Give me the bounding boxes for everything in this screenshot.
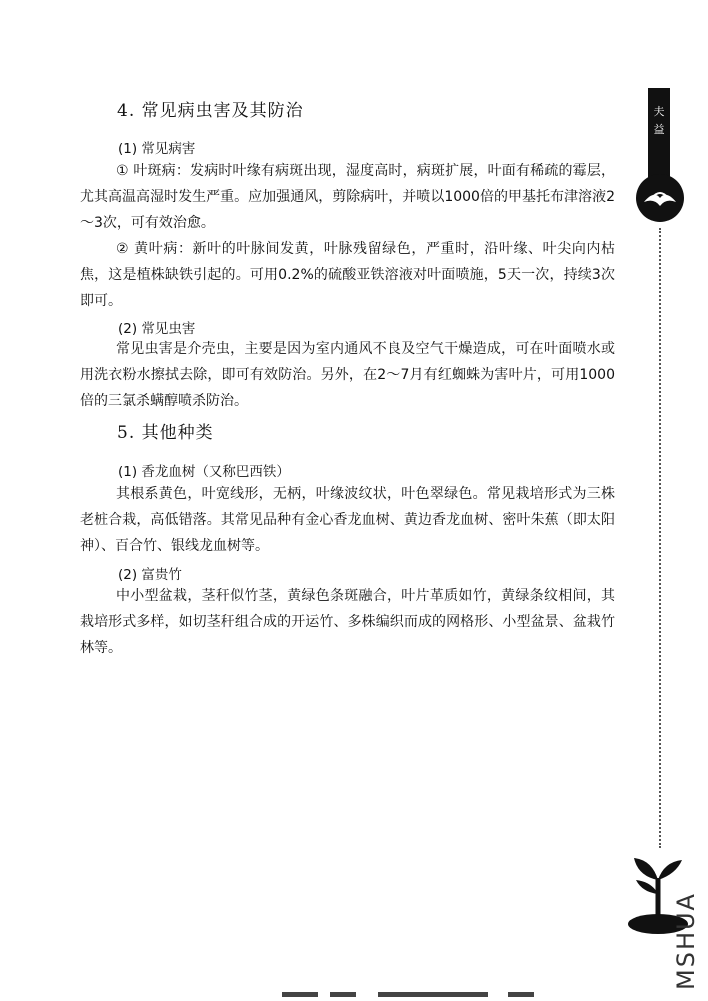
pests-paragraph: 常见虫害是介壳虫，主要是因为室内通风不良及空气干燥造成，可在叶面喷水或用洗衣粉水擦拭去除，即可有效防治。另外，在2～7月有红蜘蛛为害叶片，可用1000倍的三氯杀螨醇喷杀防治。 [80,341,615,409]
dracaena-subheading: (1) 香龙血树（又称巴西铁） [118,464,290,480]
footer-smudge-1 [282,992,318,997]
side-tab-char-2: 益 [653,123,665,136]
side-tab-char-1: 夫 [653,105,665,118]
margin-dotted-rule [659,228,663,848]
lucky-bamboo-paragraph: 中小型盆栽，茎秆似竹茎，黄绿色条斑融合，叶片革质如竹，黄绿条纹相间，其栽培形式多样，如切茎秆组合成的开运竹、多株编织而成的网格形、小型盆景、盆栽竹林等。 [80,588,615,656]
footer-smudge-4 [508,992,534,997]
leaf-emblem-icon [634,168,686,224]
watermark-text: MSHUA [672,892,700,990]
lucky-bamboo-subheading: (2) 富贵竹 [118,567,182,583]
footer-smudge-3 [378,992,488,997]
pests-subheading: (2) 常见虫害 [118,321,196,337]
diseases-subheading: (1) 常见病害 [118,141,196,157]
yellow-leaf-paragraph: ② 黄叶病：新叶的叶脉间发黄，叶脉残留绿色，严重时，沿叶缘、叶尖向内枯焦，这是植株缺铁引起的。可用0.2%的硫酸亚铁溶液对叶面喷施，5天一次，持续3次即可。 [80,241,615,309]
dracaena-paragraph: 其根系黄色，叶宽线形，无柄，叶缘波纹状，叶色翠绿色。常见栽培形式为三株老桩合栽，高低错落。其常见品种有金心香龙血树、黄边香龙血树、密叶朱蕉（即太阳神）、百合竹、银线龙血树等。 [80,486,615,554]
leaf-spot-paragraph: ① 叶斑病：发病时叶缘有病斑出现，湿度高时，病斑扩展，叶面有稀疏的霉层，尤其高温高湿时发生严重。应加强通风，剪除病叶，并喷以1000倍的甲基托布津溶液2～3次，可有效治愈。 [80,163,615,231]
section-4-heading: 4. 常见病虫害及其防治 [117,101,304,121]
footer-smudge-2 [330,992,356,997]
section-5-heading: 5. 其他种类 [117,423,214,443]
